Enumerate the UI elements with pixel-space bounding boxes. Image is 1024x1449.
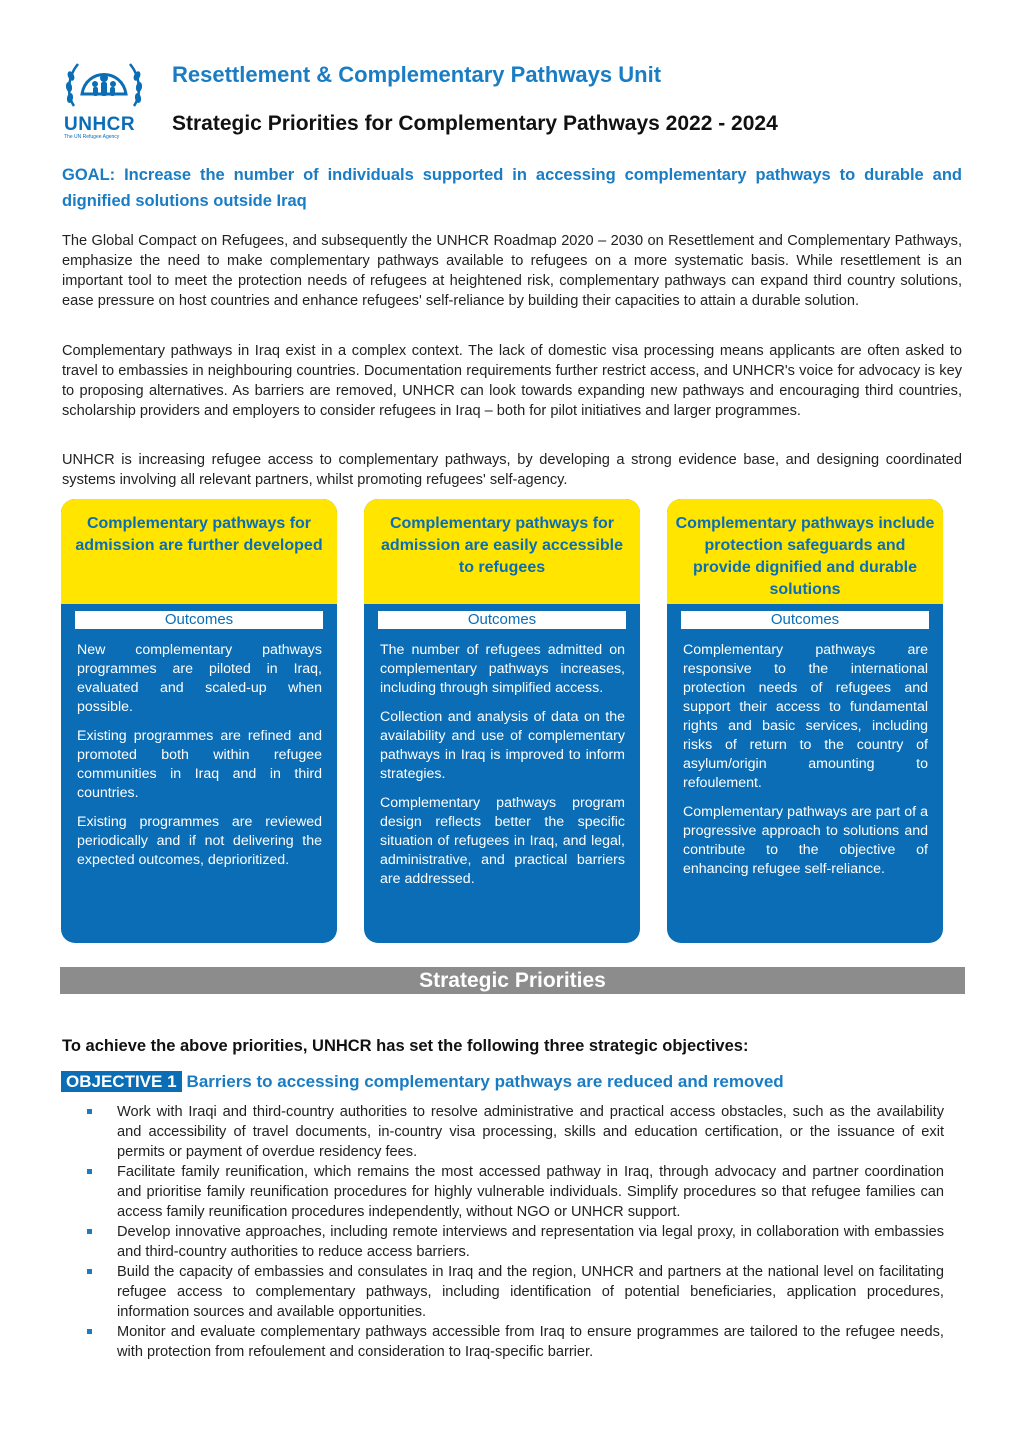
outcome-item: Complementary pathways program design reflects better the specific situation of refugees in Iraq, and legal, administrative, and practical barriers are addressed. bbox=[380, 795, 625, 887]
bullet-text: Build the capacity of embassies and consulates in Iraq and the region, UNHCR and partners at the national level on facilitating refugee access to complementary pathways, including identification of potential beneficiaries, application procedures, information sources and available opportunities. bbox=[117, 1264, 944, 1320]
outcome-item: The number of refugees admitted on complementary pathways increases, including through simplified access. bbox=[380, 642, 625, 696]
priority-card bbox=[61, 499, 337, 943]
card-title: Complementary pathways for admission are easily accessible to refugees bbox=[364, 499, 640, 604]
outcomes-label: Outcomes bbox=[75, 611, 323, 629]
list-item bbox=[80, 1222, 944, 1262]
bullet-text: Monitor and evaluate complementary pathways accessible from Iraq to ensure programmes are tailored to the refugee needs, with protection from refoulement and consideration to Iraq-specific barrier. bbox=[117, 1324, 944, 1360]
card-title: Complementary pathways for admission are further developed bbox=[61, 499, 337, 604]
document-header bbox=[60, 50, 960, 145]
outcome-item: Complementary pathways are part of a progressive approach to solutions and contribute to the objective of enhancing refugee self-reliance. bbox=[683, 804, 928, 877]
objectives-intro: To achieve the above priorities, UNHCR has set the following three strategic objectives: bbox=[62, 1037, 749, 1055]
card-title: Complementary pathways include protection safeguards and provide dignified and durable solutions bbox=[667, 499, 943, 604]
bullet-square-icon bbox=[87, 1329, 92, 1334]
logo-wordmark: UNHCR bbox=[64, 114, 136, 135]
bullet-square-icon bbox=[87, 1229, 92, 1234]
list-item bbox=[80, 1322, 944, 1362]
card-outcomes bbox=[364, 629, 640, 889]
priority-card bbox=[364, 499, 640, 943]
objective-bullet-list bbox=[80, 1102, 944, 1362]
priority-card bbox=[667, 499, 943, 943]
unit-title: Resettlement & Complementary Pathways Unit bbox=[172, 62, 662, 87]
outcomes-label: Outcomes bbox=[378, 611, 626, 629]
bullet-square-icon bbox=[87, 1109, 92, 1114]
objective-title: Barriers to accessing complementary pathways are reduced and removed bbox=[186, 1072, 784, 1091]
intro-paragraph: The Global Compact on Refugees, and subsequently the UNHCR Roadmap 2020 – 2030 on Resettlement and Complementary Pathways, emphasize the need to make complementary pathways available to refugees on a more systematic basis. While resettlement is an important tool to meet the protection needs of refugees at heightened risk, complementary pathways can expand third country solutions, ease pressure on host countries and enhance refugees' self-reliance by building their capacities to attain a durable solution. bbox=[62, 233, 962, 309]
outcomes-label: Outcomes bbox=[681, 611, 929, 629]
card-outcomes bbox=[667, 629, 943, 879]
outcome-item: Existing programmes are reviewed periodically and if not delivering the expected outcomes, deprioritized. bbox=[77, 814, 322, 868]
bullet-square-icon bbox=[87, 1169, 92, 1174]
list-item bbox=[80, 1262, 944, 1322]
goal-statement: GOAL: Increase the number of individuals supported in accessing complementary pathways to durable and dignified solutions outside Iraq bbox=[62, 166, 962, 210]
intro-paragraph: Complementary pathways in Iraq exist in a complex context. The lack of domestic visa processing means applicants are often asked to travel to embassies in neighbouring countries. Documentation requirements further restrict access, and UNHCR's voice for advocacy is key to proposing alternatives. As barriers are removed, UNHCR can look towards expanding new pathways and encouraging third countries, scholarship providers and employers to consider refugees in Iraq – both for pilot initiatives and larger programmes. bbox=[62, 343, 962, 419]
intro-paragraph: UNHCR is increasing refugee access to complementary pathways, by developing a strong evidence base, and designing coordinated systems involving all relevant partners, whilst promoting refugees' self-agency. bbox=[62, 452, 962, 488]
bullet-text: Develop innovative approaches, including remote interviews and representation via legal proxy, in collaboration with embassies and third-country authorities to reduce access barriers. bbox=[117, 1224, 944, 1260]
document-title: Strategic Priorities for Complementary Pathways 2022 - 2024 bbox=[172, 112, 778, 135]
bullet-text: Facilitate family reunification, which remains the most accessed pathway in Iraq, through advocacy and partner coordination and prioritise family reunification procedures for highly vulnerable individuals. Simplify procedures so that refugee families can access family reunification procedures independently, without NGO or UNHCR support. bbox=[117, 1164, 944, 1220]
outcome-item: Complementary pathways are responsive to the international protection needs of refugees and support their access to fundamental rights and basic services, including risks of return to the country of asylum/origin amounting to refoulement. bbox=[683, 642, 928, 791]
list-item bbox=[80, 1162, 944, 1222]
card-outcomes bbox=[61, 629, 337, 870]
objective-tag: OBJECTIVE 1 bbox=[61, 1071, 182, 1092]
objective-heading bbox=[61, 1072, 784, 1092]
list-item bbox=[80, 1102, 944, 1162]
bullet-text: Work with Iraqi and third-country authorities to resolve administrative and practical access obstacles, such as the availability and accessibility of travel documents, in-country visa processing, skills and education certification, or the issuance of exit permits or payment of overdue residency fees. bbox=[117, 1104, 944, 1160]
strategic-priorities-heading: Strategic Priorities bbox=[60, 967, 965, 994]
outcome-item: Collection and analysis of data on the availability and use of complementary pathways in Iraq is improved to inform strategies. bbox=[380, 709, 625, 782]
outcome-item: Existing programmes are refined and promoted both within refugee communities in Iraq and in third countries. bbox=[77, 728, 322, 801]
logo-tagline: The UN Refugee Agency bbox=[64, 134, 120, 140]
bullet-square-icon bbox=[87, 1269, 92, 1274]
outcome-item: New complementary pathways programmes are piloted in Iraq, evaluated and scaled-up when possible. bbox=[77, 642, 322, 715]
